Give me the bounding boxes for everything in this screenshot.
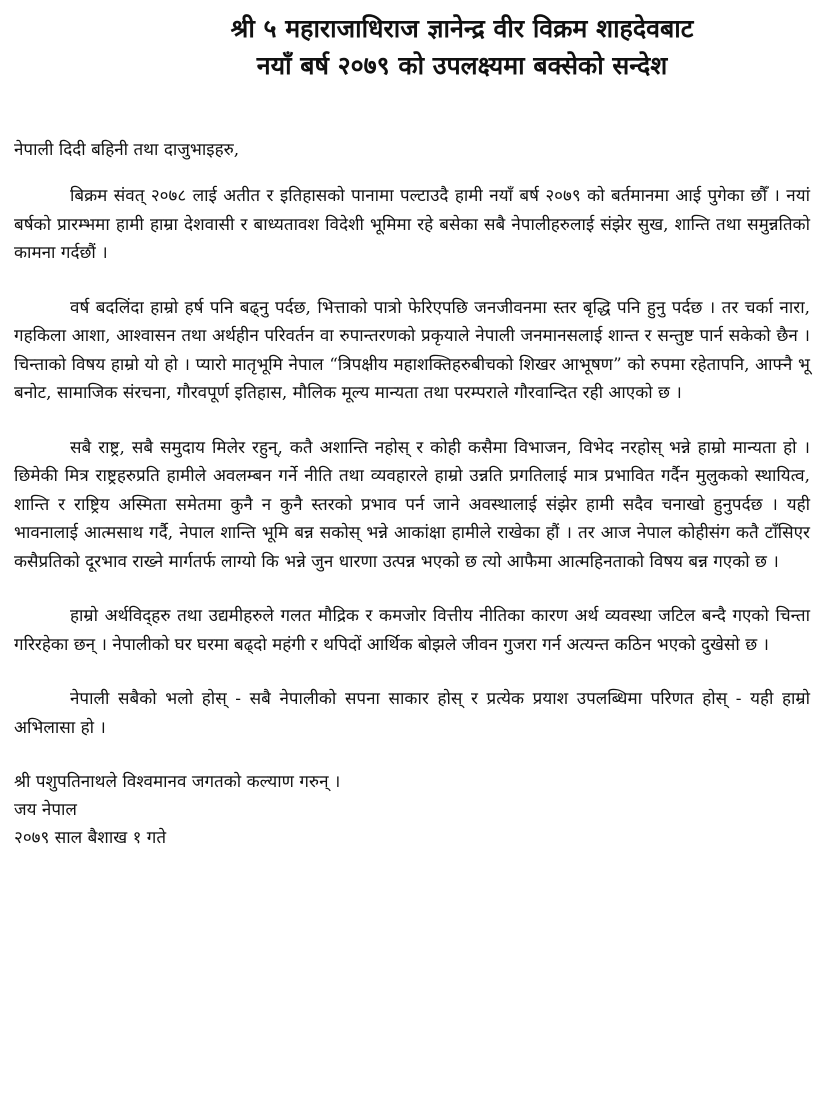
document-title	[14, 10, 810, 84]
closing-date: २०७९ साल बैशाख १ गते	[14, 828, 167, 848]
paragraph-2: वर्ष बदलिंदा हाम्रो हर्ष पनि बढ्नु पर्दछ, भित्ताको पात्रो फेरिएपछि जनजीवनमा स्तर बृद्धि पनि हुनु पर्दछ । तर चर्का नारा, गहकिला आशा, आश्वासन तथा अर्थहीन परिवर्तन वा रुपान्तरणको प्रकृयाले नेपाली जनमानसलाई शान्त र सन्तुष्ट पार्न सकेको छैन । चिन्ताको विषय हाम्रो यो हो । प्यारो मातृभूमि नेपाल “त्रिपक्षीय महाशक्तिहरुबीचको शिखर आभूषण” को रुपमा रहेतापनि, आफ्नै भू बनोट, सामाजिक संरचना, गौरवपूर्ण इतिहास, मौलिक मूल्य मान्यता तथा परम्पराले गौरवान्दित रही आएको छ ।	[14, 297, 810, 403]
paragraph-5: नेपाली सबैको भलो होस् - सबै नेपालीको सपना साकार होस् र प्रत्येक प्रयाश उपलब्धिमा परिणत होस् - यही हाम्रो अभिलासा हो ।	[14, 689, 810, 738]
closing-blessing: श्री पशुपतिनाथले विश्वमानव जगतको कल्याण गरुन् ।	[14, 772, 341, 792]
paragraph-1: बिक्रम संवत् २०७८ लाई अतीत र इतिहासको पानामा पल्टाउदै हामी नयाँ बर्ष २०७९ को बर्तमानमा आई पुगेका छौँ । नयां बर्षको प्रारम्भमा हामी हाम्रा देशवासी र बाध्यतावश विदेशी भूमिमा रहे बसेका सबै नेपालीहरुलाई संझेर सुख, शान्ति तथा समुन्नतिको कामना गर्दछौं ।	[14, 186, 810, 263]
paragraph-3: सबै राष्ट्र, सबै समुदाय मिलेर रहुन्, कतै अशान्ति नहोस् र कोही कसैमा विभाजन, विभेद नरहोस् भन्ने हाम्रो मान्यता हो । छिमेकी मित्र राष्ट्रहरुप्रति हामीले अवलम्बन गर्ने नीति तथा व्यवहारले हाम्रो उन्नति प्रगतिलाई मात्र प्रभावित गर्दैन मुलुकको स्थायित्व, शान्ति र राष्ट्रिय अस्मिता समेतमा कुनै न कुनै स्तरको प्रभाव पर्न जाने अवस्थालाई संझेर हामी सदैव चनाखो हुनुपर्दछ । यही भावनालाई आत्मसाथ गर्दै, नेपाल शान्ति भूमि बन्न सकोस् भन्ने आकांक्षा हामीले राखेका हौं । तर आज नेपाल कोहीसंग कतै टाँसिएर कसैप्रतिको दूरभाव राख्ने मार्गतर्फ लाग्यो कि भन्ने जुन धारणा उत्पन्न भएको छ त्यो आफैमा आत्महिनताको विषय बन्न गएको छ ।	[14, 437, 810, 572]
paragraph-4: हाम्रो अर्थविद्हरु तथा उद्यमीहरुले गलत मौद्रिक र कमजोर वित्तीय नीतिका कारण अर्थ व्यवस्था जटिल बन्दै गएको चिन्ता गरिरहेका छन् । नेपालीको घर घरमा बढ्दो महंगी र थपिदों आर्थिक बोझले जीवन गुजरा गर्न अत्यन्त कठिन भएको दुखेसो छ ।	[14, 606, 810, 655]
closing-block	[14, 768, 810, 852]
title-line-1: श्री ५ महाराजाधिराज ज्ञानेन्द्र वीर विक्रम शाहदेवबाट	[230, 14, 694, 43]
title-line-2: नयाँ बर्ष २०७९ को उपलक्ष्यमा बक्सेको सन्देश	[256, 51, 668, 80]
salutation: नेपाली दिदी बहिनी तथा दाजुभाइहरु,	[14, 140, 240, 160]
closing-jai-nepal: जय नेपाल	[14, 800, 77, 820]
